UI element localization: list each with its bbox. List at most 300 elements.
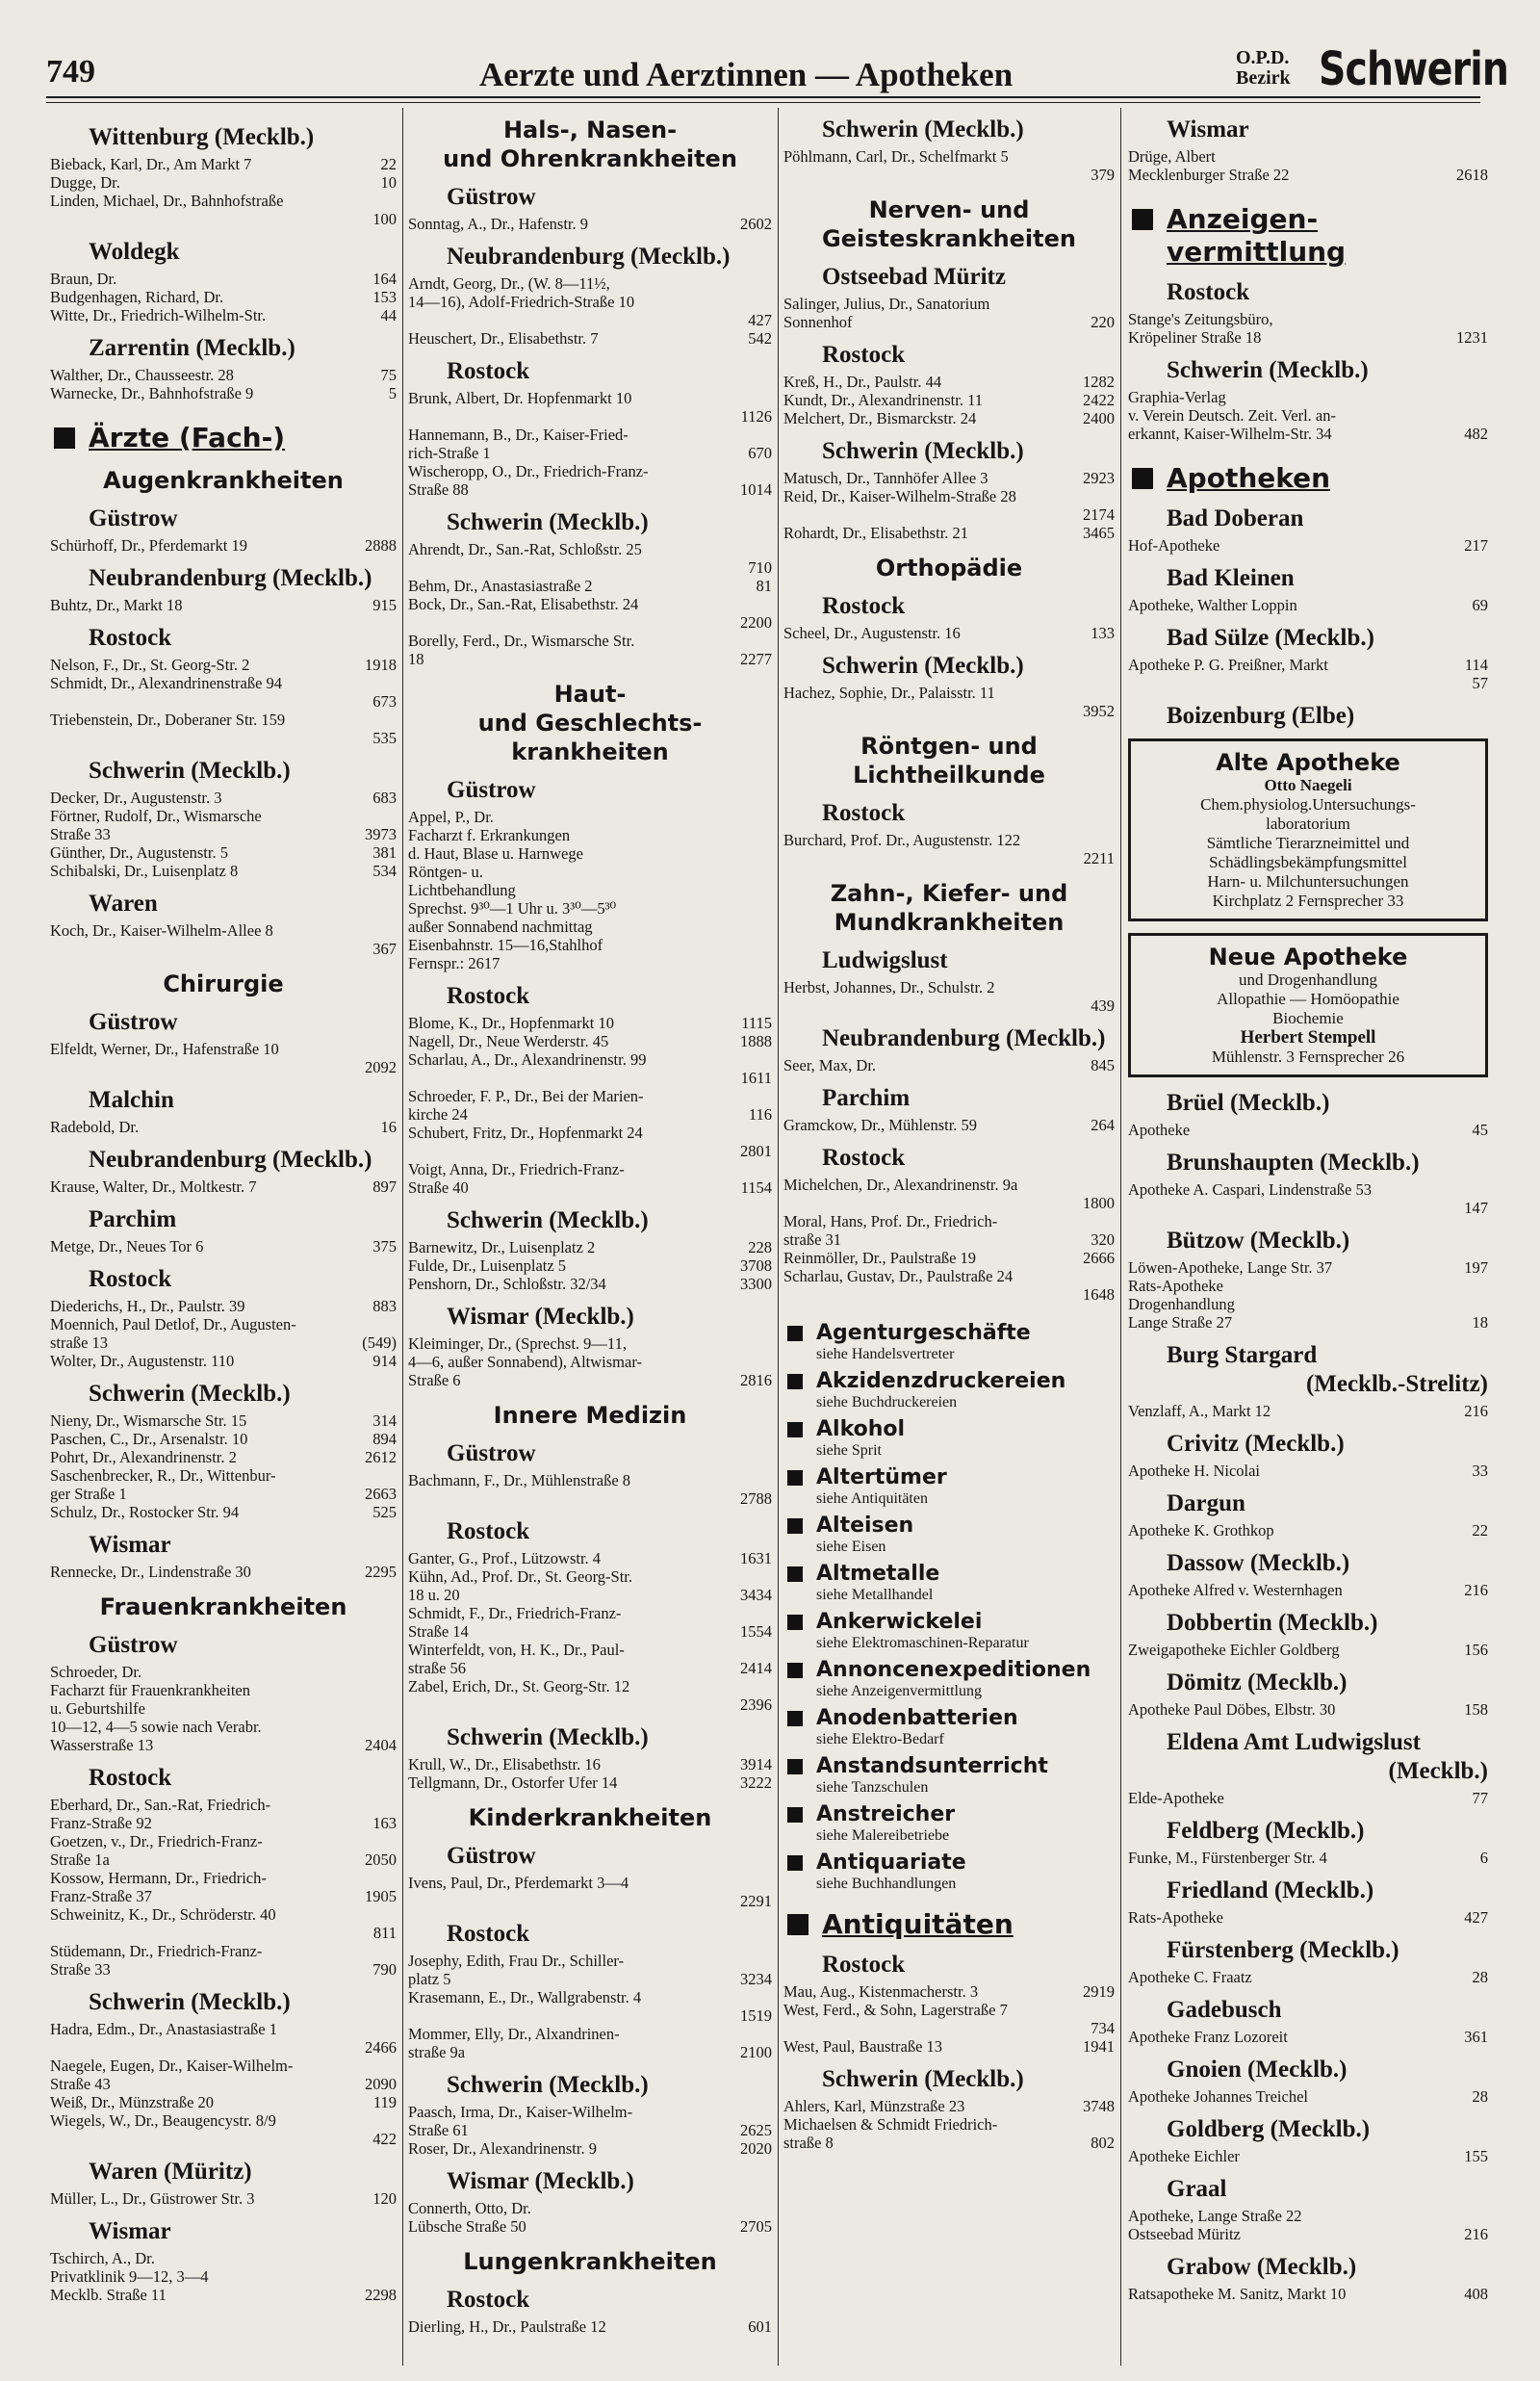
entry-row bbox=[1128, 426, 1488, 443]
entry-row bbox=[1128, 657, 1488, 674]
entry-phone: 2422 bbox=[1083, 391, 1115, 409]
cross-reference bbox=[783, 1850, 1115, 1893]
entry-text: Matusch, Dr., Tannhöfer Allee 3 bbox=[783, 469, 988, 487]
entry-phone: 802 bbox=[1091, 2134, 1115, 2152]
entry-text: Drogenhandlung bbox=[1128, 1295, 1235, 1313]
entry-text: Nagell, Dr., Neue Werderstr. 45 bbox=[408, 1032, 609, 1050]
entry-row bbox=[408, 2140, 772, 2158]
entry-row bbox=[408, 1623, 772, 1641]
section-heading: Lungenkrankheiten bbox=[463, 2248, 717, 2275]
entry-text: Scheel, Dr., Augustenstr. 16 bbox=[783, 624, 961, 642]
entry-row bbox=[50, 1041, 397, 1058]
entry-phone: 197 bbox=[1464, 1258, 1488, 1277]
entry-row bbox=[783, 1195, 1115, 1212]
entry-row bbox=[408, 1033, 772, 1050]
entry-phone: 3222 bbox=[740, 1773, 772, 1792]
entry-list bbox=[408, 2200, 772, 2236]
entry-list bbox=[50, 1664, 397, 1754]
entry-row bbox=[50, 1178, 397, 1196]
entry-text: Hof-Apotheke bbox=[1128, 536, 1220, 555]
entry-text: Kühn, Ad., Prof. Dr., St. Georg-Str. bbox=[408, 1567, 632, 1586]
entry-list bbox=[50, 657, 397, 747]
entry-phone: 790 bbox=[372, 1960, 397, 1979]
entry-row bbox=[50, 1719, 397, 1736]
entry-row bbox=[1128, 1790, 1488, 1807]
entry-row bbox=[408, 1472, 772, 1489]
cross-reference-label: Altmetalle bbox=[816, 1562, 940, 1586]
entry-text: Behm, Dr., Anastasiastraße 2 bbox=[408, 577, 593, 595]
city-heading: Ostseebad Müritz bbox=[822, 264, 1006, 290]
entry-row bbox=[50, 1870, 397, 1887]
entry-text: straße 9a bbox=[408, 2043, 466, 2061]
advert-line: Sämtliche Tierarzneimittel und bbox=[1206, 834, 1410, 852]
advert-line: und Drogenhandlung bbox=[1238, 971, 1377, 989]
entry-text: kirche 24 bbox=[408, 1105, 468, 1124]
entry-row bbox=[408, 1088, 772, 1105]
entry-text: Straße 40 bbox=[408, 1178, 469, 1197]
entry-text: Dugge, Dr. bbox=[50, 173, 120, 192]
entry-row bbox=[783, 1177, 1115, 1194]
entry-phone: 147 bbox=[1464, 1199, 1488, 1217]
entry-text: platz 5 bbox=[408, 1970, 451, 1988]
entry-row bbox=[408, 596, 772, 613]
entry-row bbox=[408, 2200, 772, 2217]
entry-phone: 2400 bbox=[1083, 409, 1115, 427]
entry-text: Naegele, Eugen, Dr., Kaiser-Wilhelm- bbox=[50, 2057, 294, 2075]
square-bullet-icon bbox=[787, 1807, 803, 1823]
entry-row bbox=[50, 2112, 397, 2130]
entry-phone: 3300 bbox=[740, 1275, 772, 1293]
entry-text: Winterfeldt, von, H. K., Dr., Paul- bbox=[408, 1641, 625, 1659]
square-bullet-icon bbox=[787, 1615, 803, 1630]
entry-text: Hadra, Edm., Dr., Anastasiastraße 1 bbox=[50, 2020, 277, 2038]
section-heading: Nerven- und bbox=[868, 196, 1030, 223]
entry-text: Schulz, Dr., Rostocker Str. 94 bbox=[50, 1503, 240, 1521]
entry-row bbox=[408, 463, 772, 480]
entry-list bbox=[50, 2021, 397, 2148]
entry-text: Straße 6 bbox=[408, 1371, 461, 1389]
entry-row bbox=[408, 651, 772, 668]
entry-list bbox=[408, 1953, 772, 2061]
entry-row bbox=[1128, 1314, 1488, 1332]
entry-text: Hannemann, B., Dr., Kaiser-Fried- bbox=[408, 426, 629, 444]
entry-list bbox=[408, 1550, 772, 1714]
city-heading: Goldberg (Mecklb.) bbox=[1167, 2116, 1371, 2142]
entry-text: Straße 88 bbox=[408, 480, 469, 499]
entry-text: Apotheke H. Nicolai bbox=[1128, 1462, 1261, 1480]
entry-text: Bieback, Karl, Dr., Am Markt 7 bbox=[50, 155, 252, 173]
section-heading: Frauenkrankheiten bbox=[99, 1593, 347, 1620]
entry-text: Decker, Dr., Augustenstr. 3 bbox=[50, 789, 222, 807]
entry-text: Ostseebad Müritz bbox=[1128, 2225, 1241, 2243]
entry-text: Dierling, H., Dr., Paulstraße 12 bbox=[408, 2317, 606, 2336]
entry-text: Fulde, Dr., Luisenplatz 5 bbox=[408, 1256, 567, 1275]
entry-phone: 1126 bbox=[740, 407, 772, 426]
entry-row bbox=[50, 307, 397, 324]
entry-list bbox=[1128, 2148, 1488, 2165]
entry-text: Schmidt, F., Dr., Friedrich-Franz- bbox=[408, 1604, 622, 1622]
entry-list bbox=[1128, 2208, 1488, 2243]
entry-row bbox=[50, 1119, 397, 1136]
city-heading: Rostock bbox=[89, 1266, 172, 1292]
entry-phone: 2618 bbox=[1456, 166, 1488, 184]
cross-reference-label: Alkohol bbox=[816, 1417, 906, 1441]
cross-reference-see: siehe Anzeigenvermittlung bbox=[816, 1683, 982, 1699]
entry-phone: 1231 bbox=[1456, 328, 1488, 347]
city-heading: Rostock bbox=[822, 800, 906, 826]
entry-text: Penshorn, Dr., Schloßstr. 32/34 bbox=[408, 1275, 606, 1293]
section-heading: Orthopädie bbox=[875, 555, 1023, 582]
entry-phone: 1554 bbox=[740, 1622, 772, 1641]
entry-row bbox=[783, 374, 1115, 391]
entry-phone: 2414 bbox=[740, 1659, 772, 1677]
entry-phone: 164 bbox=[372, 270, 397, 288]
entry-list bbox=[1128, 1701, 1488, 1719]
city-heading: Zarrentin (Mecklb.) bbox=[89, 335, 295, 361]
entry-phone: (549) bbox=[362, 1333, 397, 1352]
entry-phone: 158 bbox=[1464, 1700, 1488, 1719]
city-heading: Neubrandenburg (Mecklb.) bbox=[447, 244, 731, 270]
entry-text: Saschenbrecker, R., Dr., Wittenbur- bbox=[50, 1466, 276, 1485]
entry-text: Funke, M., Fürstenberger Str. 4 bbox=[1128, 1849, 1327, 1867]
main-section-heading bbox=[1128, 462, 1488, 495]
entry-row bbox=[50, 2131, 397, 2148]
entry-list bbox=[783, 832, 1115, 867]
city-heading: Fürstenberg (Mecklb.) bbox=[1167, 1937, 1399, 1963]
entry-text: Moral, Hans, Prof. Dr., Friedrich- bbox=[783, 1212, 998, 1230]
cross-reference bbox=[783, 1369, 1115, 1411]
cross-reference-see: siehe Sprit bbox=[816, 1442, 882, 1459]
entry-list bbox=[1128, 1403, 1488, 1420]
entry-text: Apotheke Johannes Treichel bbox=[1128, 2087, 1308, 2106]
city-heading: Rostock bbox=[447, 1921, 530, 1947]
entry-phone: 422 bbox=[372, 2130, 397, 2148]
entry-row bbox=[783, 1268, 1115, 1285]
city-heading: Rostock bbox=[89, 625, 172, 651]
entry-text: Zweigapotheke Eichler Goldberg bbox=[1128, 1641, 1340, 1659]
entry-phone: 1282 bbox=[1083, 373, 1115, 391]
entry-row bbox=[408, 937, 772, 954]
city-heading: Rostock bbox=[822, 1952, 906, 1978]
entry-phone: 2788 bbox=[740, 1489, 772, 1508]
city-heading: Güstrow bbox=[89, 505, 178, 531]
entry-phone: 264 bbox=[1091, 1116, 1115, 1134]
entry-row bbox=[1128, 1522, 1488, 1540]
cross-reference-see: siehe Antiquitäten bbox=[816, 1490, 928, 1507]
entry-list bbox=[1128, 1259, 1488, 1332]
entry-row bbox=[408, 864, 772, 881]
city-heading: Bad Sülze (Mecklb.) bbox=[1167, 625, 1374, 651]
square-bullet-icon bbox=[787, 1759, 803, 1774]
entry-text: Josephy, Edith, Frau Dr., Schiller- bbox=[408, 1952, 625, 1970]
city-heading: Bad Kleinen bbox=[1167, 565, 1295, 591]
city-heading: Rostock bbox=[89, 1765, 172, 1791]
entry-phone: 683 bbox=[372, 789, 397, 807]
entry-phone: 2466 bbox=[365, 2038, 397, 2057]
cross-reference bbox=[783, 1802, 1115, 1845]
entry-row bbox=[783, 2116, 1115, 2134]
advert-owner: Otto Naegeli bbox=[1264, 776, 1352, 794]
entry-row bbox=[1128, 1642, 1488, 1659]
entry-text: Ahrendt, Dr., San.-Rat, Schloßstr. 25 bbox=[408, 540, 642, 558]
entry-text: Stange's Zeitungsbüro, bbox=[1128, 310, 1273, 328]
entry-phone: 77 bbox=[1472, 1789, 1488, 1807]
main-section-title: Apotheken bbox=[1167, 462, 1331, 494]
city-heading: Waren bbox=[89, 891, 158, 917]
page-header bbox=[0, 0, 1540, 104]
entry-text: Günther, Dr., Augustenstr. 5 bbox=[50, 843, 228, 862]
city-heading: Wittenburg (Mecklb.) bbox=[89, 124, 315, 150]
entry-text: Förtner, Rudolf, Dr., Wismarsche bbox=[50, 807, 262, 825]
cross-reference-see: siehe Buchhandlungen bbox=[816, 1876, 957, 1892]
advert-box-neue-apotheke bbox=[1128, 933, 1488, 1077]
entry-phone: 216 bbox=[1464, 1581, 1488, 1599]
entry-list bbox=[408, 390, 772, 499]
entry-text: erkannt, Kaiser-Wilhelm-Str. 34 bbox=[1128, 425, 1332, 443]
entry-row bbox=[50, 2021, 397, 2038]
entry-text: Schroeder, F. P., Dr., Bei der Marien- bbox=[408, 1087, 644, 1105]
entry-row bbox=[50, 537, 397, 555]
entry-text: Apotheke K. Grothkop bbox=[1128, 1521, 1274, 1540]
cross-reference bbox=[783, 1321, 1115, 1363]
entry-phone: 670 bbox=[748, 444, 772, 462]
entry-row bbox=[783, 488, 1115, 505]
entry-text: Herbst, Johannes, Dr., Schulstr. 2 bbox=[783, 978, 995, 996]
entry-text: Pöhlmann, Carl, Dr., Schelfmarkt 5 bbox=[783, 147, 1009, 166]
entry-phone: 2092 bbox=[365, 1058, 397, 1076]
city-heading: Schwerin (Mecklb.) bbox=[447, 509, 649, 535]
entry-list bbox=[408, 1335, 772, 1389]
city-heading: Wismar bbox=[1167, 116, 1249, 142]
entry-text: Scharlau, A., Dr., Alexandrinenstr. 99 bbox=[408, 1050, 647, 1069]
entry-text: u. Geburtshilfe bbox=[50, 1699, 145, 1718]
entry-text: Koch, Dr., Kaiser-Wilhelm-Allee 8 bbox=[50, 921, 273, 940]
entry-phone: 133 bbox=[1091, 624, 1115, 642]
entry-row bbox=[408, 882, 772, 899]
entry-text: Elde-Apotheke bbox=[1128, 1789, 1224, 1807]
entry-row bbox=[783, 1231, 1115, 1249]
entry-text: Witte, Dr., Friedrich-Wilhelm-Str. bbox=[50, 306, 267, 324]
entry-phone: 220 bbox=[1091, 313, 1115, 331]
entry-row bbox=[50, 2287, 397, 2304]
cross-reference-title bbox=[783, 1321, 1115, 1346]
entry-row bbox=[50, 271, 397, 288]
entry-row bbox=[50, 1238, 397, 1255]
entry-row bbox=[408, 1568, 772, 1586]
entry-text: Facharzt für Frauenkrankheiten bbox=[50, 1681, 250, 1699]
entry-text: Salinger, Julius, Dr., Sanatorium bbox=[783, 295, 990, 313]
entry-row bbox=[50, 385, 397, 402]
entry-text: Voigt, Anna, Dr., Friedrich-Franz- bbox=[408, 1160, 625, 1178]
entry-phone: 883 bbox=[372, 1297, 397, 1315]
city-heading-cont: (Mecklb.-Strelitz) bbox=[1305, 1371, 1488, 1397]
entry-row bbox=[408, 1335, 772, 1353]
entry-row bbox=[783, 1250, 1115, 1267]
cross-reference-title bbox=[783, 1754, 1115, 1779]
entry-list bbox=[1128, 1522, 1488, 1540]
city-heading: Güstrow bbox=[447, 1440, 536, 1466]
city-heading: Dassow (Mecklb.) bbox=[1167, 1550, 1350, 1576]
entry-row bbox=[1128, 1850, 1488, 1867]
city-heading: Dömitz (Mecklb.) bbox=[1167, 1669, 1348, 1695]
entry-text: Venzlaff, A., Markt 12 bbox=[1128, 1402, 1271, 1420]
city-heading: Güstrow bbox=[447, 184, 536, 210]
advert-line: Biochemie bbox=[1272, 1009, 1344, 1027]
entry-phone: 379 bbox=[1091, 166, 1115, 184]
cross-reference bbox=[783, 1658, 1115, 1700]
entry-row bbox=[408, 1161, 772, 1178]
entry-row bbox=[408, 633, 772, 650]
entry-row bbox=[1128, 537, 1488, 555]
entry-row bbox=[783, 2002, 1115, 2019]
entry-text: Schubert, Fritz, Dr., Hopfenmarkt 24 bbox=[408, 1124, 643, 1142]
header-rule-thin bbox=[46, 102, 1480, 103]
entry-phone: 5 bbox=[388, 384, 397, 402]
city-heading: Rostock bbox=[447, 983, 530, 1009]
city-heading: Neubrandenburg (Mecklb.) bbox=[89, 1147, 372, 1173]
entry-phone: 2816 bbox=[740, 1371, 772, 1389]
district-opd: O.P.D. bbox=[1236, 47, 1290, 68]
entry-row bbox=[50, 1797, 397, 1814]
square-bullet-icon bbox=[1132, 209, 1153, 230]
entry-text: Barnewitz, Dr., Luisenplatz 2 bbox=[408, 1238, 596, 1256]
entry-row bbox=[783, 979, 1115, 996]
city-heading-cont: (Mecklb.) bbox=[1388, 1758, 1488, 1784]
entry-text: Rats-Apotheke bbox=[1128, 1277, 1223, 1295]
section-heading: Röntgen- und bbox=[860, 733, 1038, 760]
city-heading: Gadebusch bbox=[1167, 1997, 1282, 2023]
entry-row bbox=[783, 392, 1115, 409]
entry-row bbox=[783, 997, 1115, 1015]
entry-list bbox=[783, 1057, 1115, 1074]
entry-phone: 2705 bbox=[740, 2217, 772, 2236]
entry-row bbox=[408, 390, 772, 407]
entry-row bbox=[408, 919, 772, 936]
cross-reference-label: Alteisen bbox=[816, 1514, 914, 1538]
entry-text: Walther, Dr., Chausseestr. 28 bbox=[50, 366, 234, 384]
entry-text: Schürhoff, Dr., Pferdemarkt 19 bbox=[50, 536, 247, 555]
entry-text: Ganter, G., Prof., Lützowstr. 4 bbox=[408, 1549, 602, 1567]
cross-reference-title bbox=[783, 1658, 1115, 1683]
entry-phone: 216 bbox=[1464, 1402, 1488, 1420]
entry-phone: 33 bbox=[1472, 1462, 1488, 1480]
entry-row bbox=[783, 1117, 1115, 1134]
entry-text: Moennich, Paul Detlof, Dr., Augusten- bbox=[50, 1315, 296, 1333]
entry-text: Blome, K., Dr., Hopfenmarkt 10 bbox=[408, 1014, 615, 1032]
entry-row bbox=[408, 1372, 772, 1389]
entry-text: Warnecke, Dr., Bahnhofstraße 9 bbox=[50, 384, 254, 402]
entry-row bbox=[1128, 2029, 1488, 2046]
entry-text: Straße 43 bbox=[50, 2075, 111, 2093]
entry-row bbox=[50, 1906, 397, 1924]
entry-phone: 1941 bbox=[1083, 2037, 1115, 2056]
entry-text: Elfeldt, Werner, Dr., Hafenstraße 10 bbox=[50, 1040, 279, 1058]
entry-phone: 1115 bbox=[741, 1014, 772, 1032]
entry-row bbox=[783, 525, 1115, 542]
cross-reference-label: Akzidenzdruckereien bbox=[816, 1369, 1066, 1393]
entry-list bbox=[783, 625, 1115, 642]
page-title: Aerzte und Aerztinnen — Apotheken bbox=[479, 56, 1014, 93]
square-bullet-icon bbox=[787, 1518, 803, 1534]
entry-text: Röntgen- u. bbox=[408, 863, 483, 881]
entry-row bbox=[783, 296, 1115, 313]
entry-phone: 2291 bbox=[740, 1892, 772, 1910]
entry-text: Pohrt, Dr., Alexandrinenstr. 2 bbox=[50, 1448, 237, 1466]
entry-phone: 2923 bbox=[1083, 469, 1115, 487]
entry-row bbox=[1128, 675, 1488, 692]
city-heading: Schwerin (Mecklb.) bbox=[89, 1989, 291, 2015]
square-bullet-icon bbox=[787, 1326, 803, 1341]
entry-row bbox=[408, 1239, 772, 1256]
entry-row bbox=[408, 1587, 772, 1604]
city-heading: Ludwigslust bbox=[822, 947, 948, 973]
entry-row bbox=[408, 1893, 772, 1910]
city-heading: Rostock bbox=[447, 358, 530, 384]
entry-row bbox=[50, 597, 397, 614]
entry-list bbox=[408, 2104, 772, 2158]
entry-list bbox=[408, 1239, 772, 1293]
entry-row bbox=[408, 1989, 772, 2006]
entry-row bbox=[50, 844, 397, 862]
entry-text: West, Ferd., & Sohn, Lagerstraße 7 bbox=[783, 2001, 1008, 2019]
entry-text: Graphia-Verlag bbox=[1128, 388, 1226, 406]
entry-text: Apotheke Alfred v. Westernhagen bbox=[1128, 1581, 1343, 1599]
entry-text: Seer, Max, Dr. bbox=[783, 1056, 877, 1074]
entry-phone: 3434 bbox=[740, 1586, 772, 1604]
entry-row bbox=[408, 1276, 772, 1293]
city-heading: Dobbertin (Mecklb.) bbox=[1167, 1610, 1378, 1636]
entry-row bbox=[408, 1125, 772, 1142]
entry-row bbox=[783, 506, 1115, 524]
entry-phone: 81 bbox=[756, 577, 772, 595]
entry-row bbox=[50, 1925, 397, 1942]
section-heading-cont: Lichtheilkunde bbox=[853, 762, 1045, 789]
entry-row bbox=[408, 1953, 772, 1970]
entry-list bbox=[1128, 2088, 1488, 2106]
entry-row bbox=[783, 1213, 1115, 1230]
section-heading: Chirurgie bbox=[163, 971, 284, 997]
section-heading-cont: Mundkrankheiten bbox=[834, 909, 1065, 936]
entry-list bbox=[50, 1119, 397, 1136]
entry-row bbox=[408, 2104, 772, 2121]
city-heading: Eldena Amt Ludwigslust bbox=[1167, 1729, 1421, 1755]
main-section-title: Antiquitäten bbox=[822, 1908, 1014, 1940]
entry-phone: 3973 bbox=[365, 825, 397, 843]
entry-text: Diederichs, H., Dr., Paulstr. 39 bbox=[50, 1297, 245, 1315]
city-heading: Burg Stargard bbox=[1167, 1342, 1318, 1368]
city-heading: Rostock bbox=[822, 593, 906, 619]
entry-text: ger Straße 1 bbox=[50, 1485, 127, 1503]
advert-line: Harn- u. Milchuntersuchungen bbox=[1207, 872, 1409, 891]
header-city: Schwerin bbox=[1319, 42, 1509, 96]
entry-text: Mecklenburger Straße 22 bbox=[1128, 166, 1290, 184]
cross-reference bbox=[783, 1610, 1115, 1652]
entry-text: Ivens, Paul, Dr., Pferdemarkt 3—4 bbox=[408, 1874, 629, 1892]
city-heading: Brunshaupten (Mecklb.) bbox=[1167, 1150, 1420, 1176]
entry-row bbox=[783, 850, 1115, 867]
entry-list bbox=[50, 1041, 397, 1076]
entry-phone: 2666 bbox=[1083, 1249, 1115, 1267]
entry-list bbox=[50, 2190, 397, 2208]
entry-row bbox=[408, 614, 772, 632]
city-heading: Güstrow bbox=[89, 1632, 178, 1658]
entry-phone: 2602 bbox=[740, 215, 772, 233]
entry-phone: 2919 bbox=[1083, 1982, 1115, 2001]
entry-list bbox=[1128, 657, 1488, 692]
entry-phone: 1519 bbox=[740, 2006, 772, 2025]
entry-text: Weiß, Dr., Münzstraße 20 bbox=[50, 2093, 215, 2111]
entry-text: Straße 33 bbox=[50, 1960, 111, 1979]
